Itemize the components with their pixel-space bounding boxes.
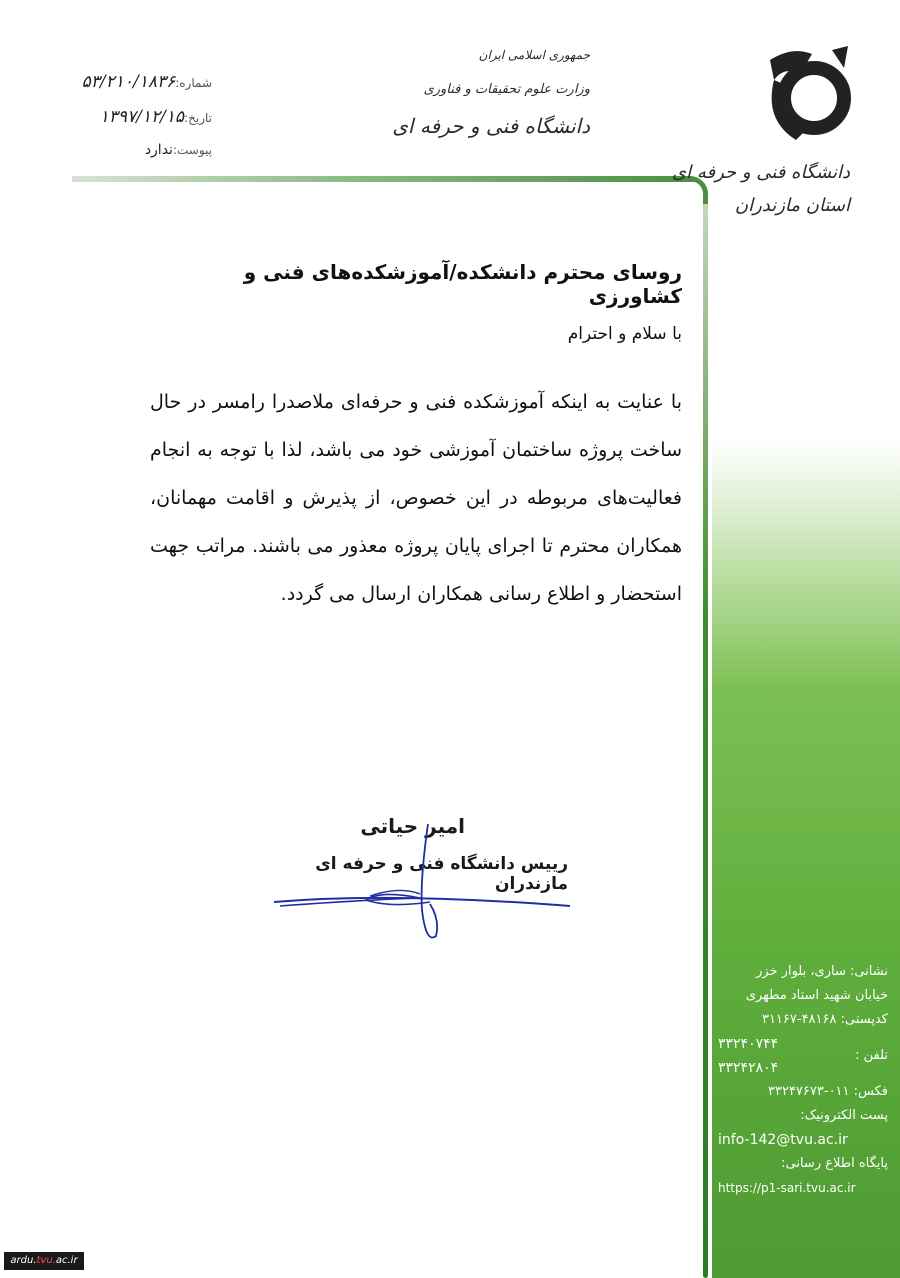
contact-postal: کدپستی: ۴۸۱۶۸-۳۱۱۶۷ <box>761 1012 888 1027</box>
contact-phone-label: تلفن : <box>855 1048 888 1063</box>
logo-text-province: استان مازندران <box>734 195 850 216</box>
contact-email-label: پست الکترونیک: <box>800 1108 888 1123</box>
green-header-rule <box>72 176 696 182</box>
contact-phone-2: ۳۳۲۴۲۸۰۴ <box>718 1060 779 1076</box>
site-watermark <box>4 1252 84 1270</box>
contact-web-label: پایگاه اطلاع رسانی: <box>781 1156 888 1171</box>
letter-date-value: ۱۳۹۷/۱۲/۱۵ <box>99 107 185 127</box>
letter-date-label: تاریخ: <box>184 111 212 125</box>
letter-number <box>82 72 212 92</box>
header-ministry: وزارت علوم تحقیقات و فناوری <box>423 82 590 97</box>
logo-text-university: دانشگاه فنی و حرفه ای <box>672 162 850 183</box>
watermark-suffix: ac.ir <box>55 1255 78 1266</box>
letter-body: با عنایت به اینکه آموزشکده فنی و حرفه‌ای ملاصدرا رامسر در حال ساخت پروژه ساختمان آموزشی خود می باشد، لذا با توجه به انجام فعالیت‌های مربوطه در این خصوص، از پذیرش و اقامت مهمانان، همکاران محترم تا اجرای پایان پروژه معذور می باشند. مراتب جهت استحضار و اطلاع رسانی همکاران ارسال می گردد. <box>150 391 682 605</box>
letter-number-value: ۵۳/۲۱۰/۱۸۳۶ <box>81 72 176 92</box>
contact-address-2: خیابان شهید استاد مطهری <box>745 988 888 1003</box>
contact-email[interactable]: info-142@tvu.ac.ir <box>718 1132 848 1148</box>
contact-phone-1: ۳۳۲۴۰۷۴۴ <box>718 1036 779 1052</box>
letter-attachment-value: ندارد <box>144 142 173 158</box>
university-logo-icon <box>752 40 862 160</box>
watermark-domain: tvu. <box>36 1255 56 1266</box>
contact-block <box>718 960 888 1200</box>
signatory-name: امیر حیاتی <box>360 814 465 838</box>
watermark-prefix: ardu. <box>10 1255 37 1266</box>
green-vertical-rule <box>703 188 708 1278</box>
letter-number-label: شماره: <box>175 76 212 90</box>
contact-phone-row <box>718 1032 888 1080</box>
handwritten-signature-icon <box>270 820 580 950</box>
letter-attachment-label: پیوست: <box>172 143 212 157</box>
header-country: جمهوری اسلامی ایران <box>478 48 590 62</box>
contact-address-1: نشانی: ساری، بلوار خزر <box>756 964 888 979</box>
contact-fax: فکس: ۰۱۱-۳۳۲۴۷۶۷۳ <box>768 1084 888 1099</box>
letter-recipient: روسای محترم دانشکده/آموزشکده‌های فنی و کشاورزی <box>243 260 682 308</box>
letter-date <box>100 107 212 127</box>
contact-website[interactable]: https://p1-sari.tvu.ac.ir <box>718 1181 856 1195</box>
letter-greeting: با سلام و احترام <box>567 324 682 344</box>
header-university: دانشگاه فنی و حرفه ای <box>392 114 590 138</box>
contact-phone-numbers <box>718 1032 778 1080</box>
letter-attachment <box>145 142 212 158</box>
signatory-title: رییس دانشگاه فنی و حرفه ای مازندران <box>315 854 568 894</box>
